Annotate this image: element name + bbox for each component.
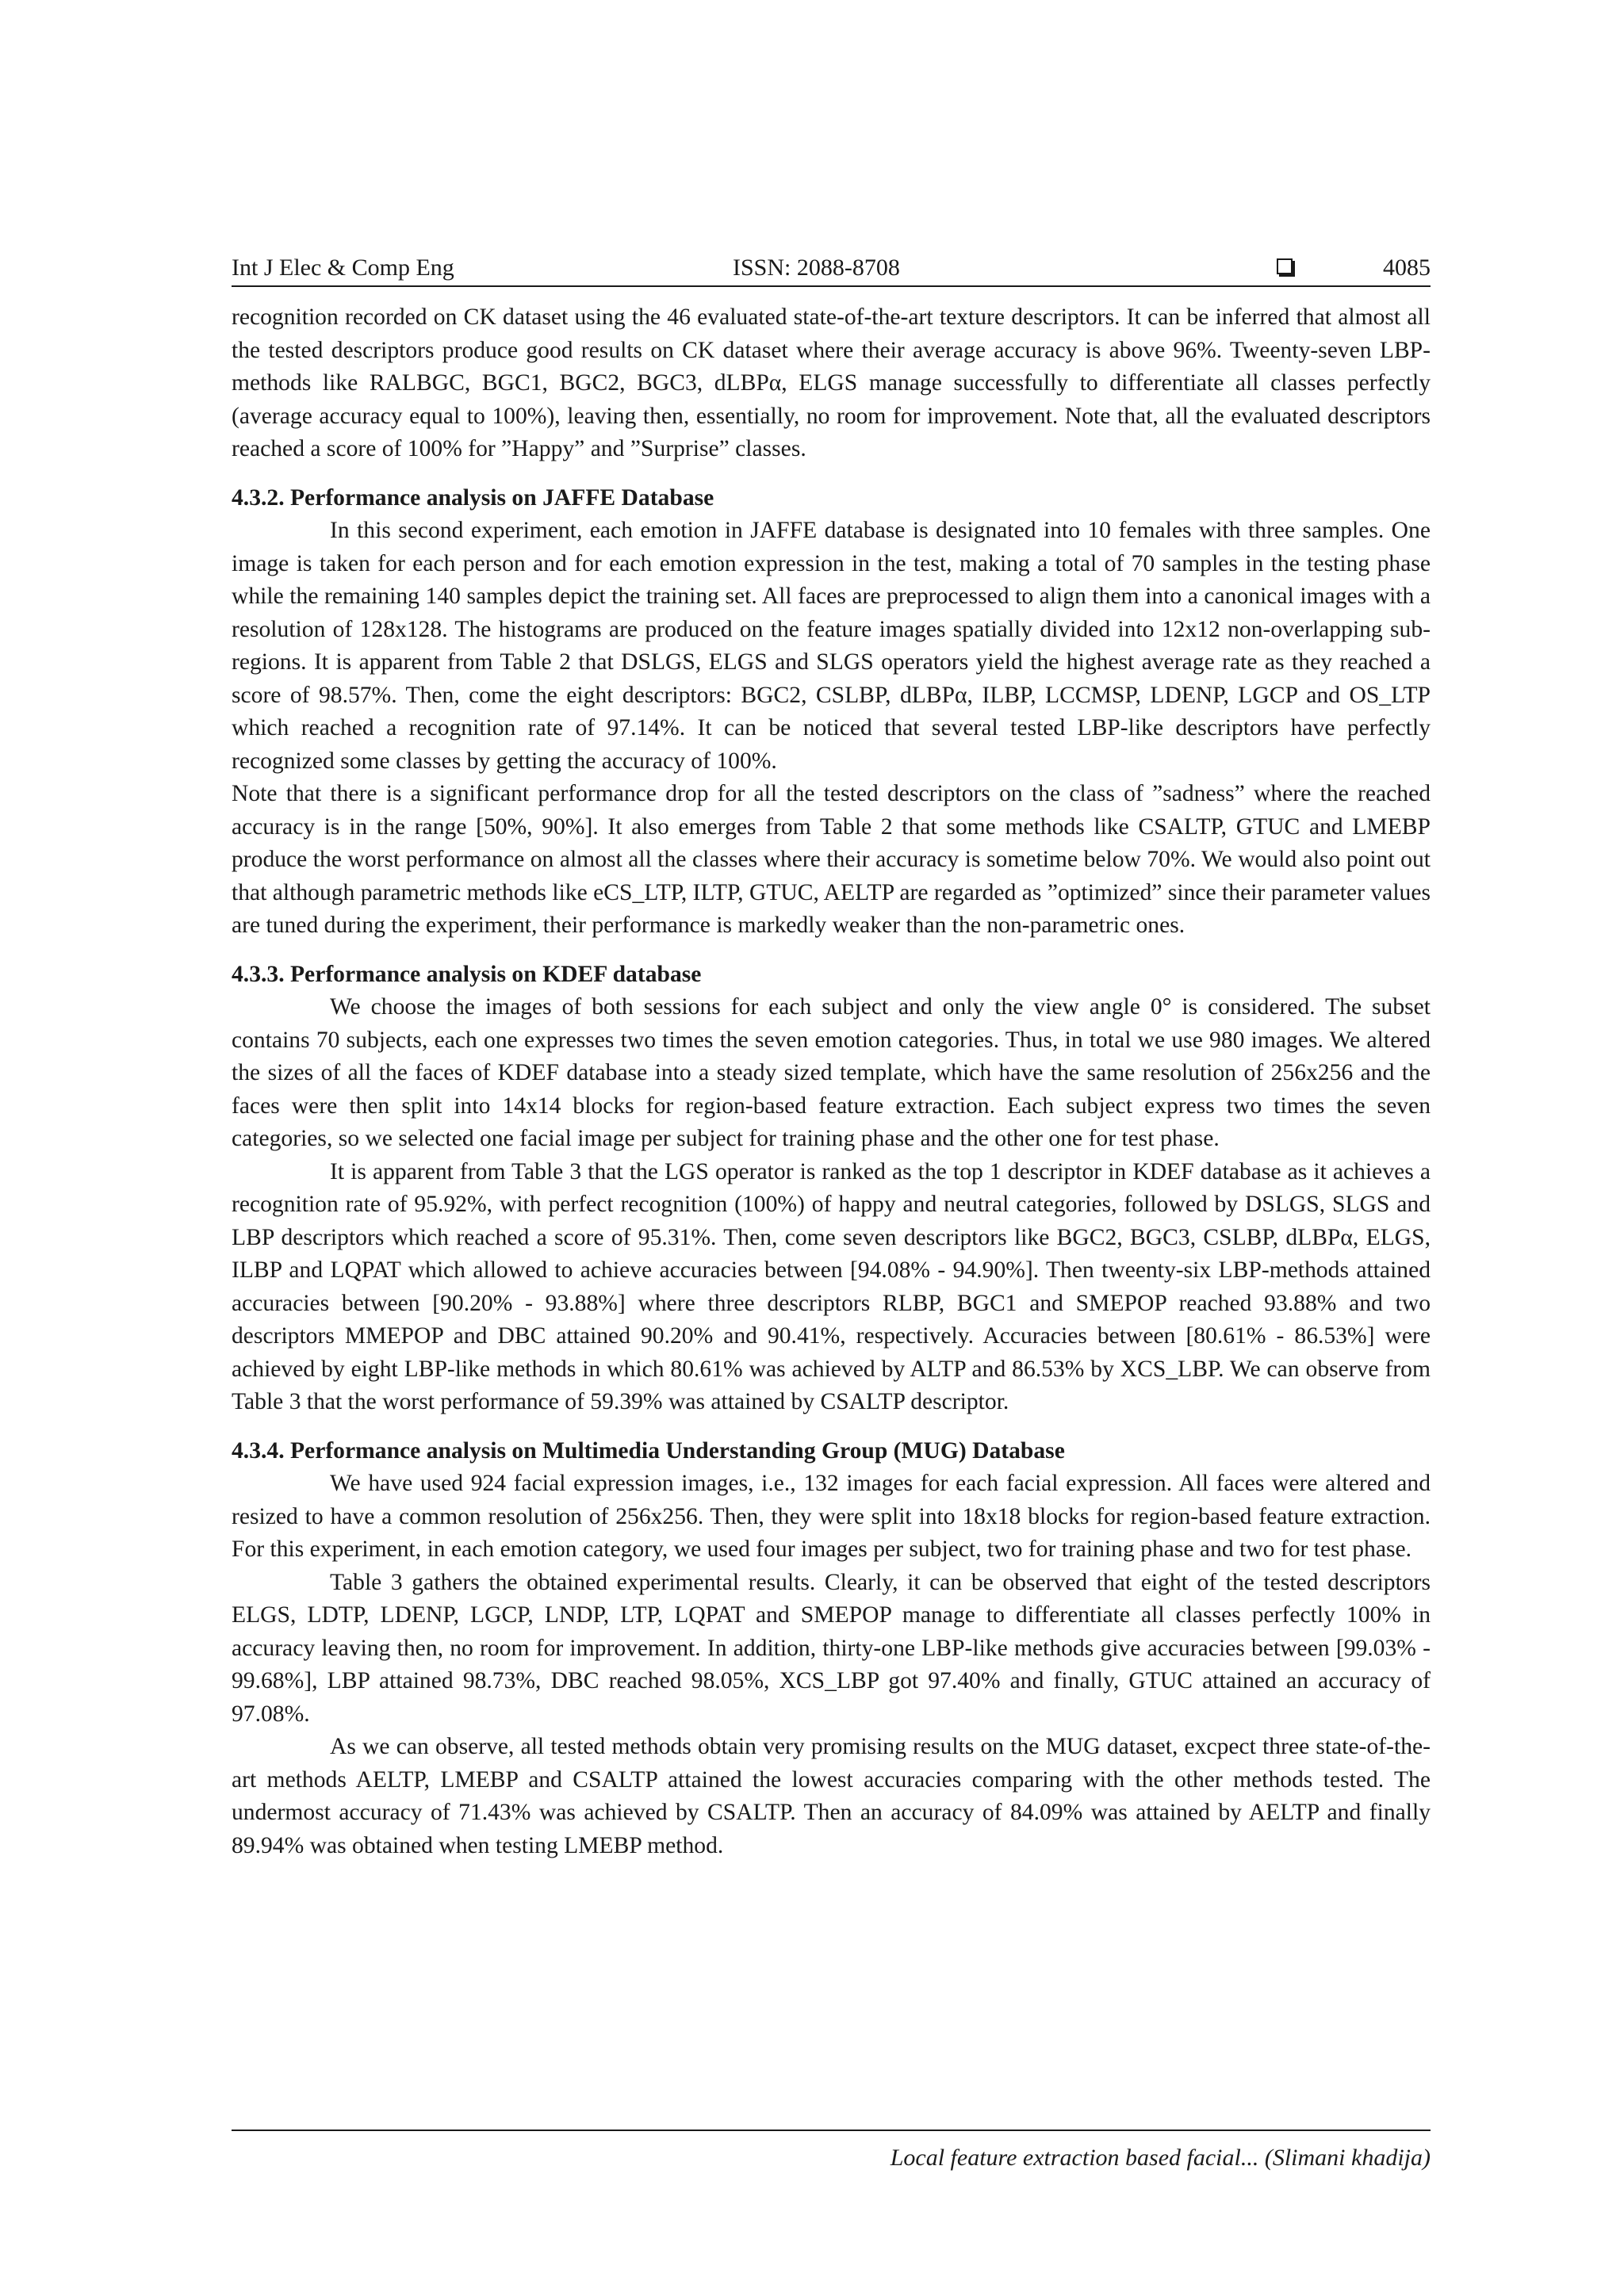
page-footer — [232, 2130, 1431, 2174]
jaffe-paragraph-1: In this second experiment, each emotion in JAFFE database is designated into 10 females with three samples. One image is taken for each person and for each emotion expression in the test, making a total of 70 samples in the testing phase while the remaining 140 samples depict the training set. All faces are preprocessed to align them into a canonical images with a resolution of 128x128. The histograms are produced on the feature images spatially divided into 12x12 non-overlapping sub-regions. It is apparent from Table 2 that DSLGS, ELGS and SLGS operators yield the highest average rate as they reached a score of 98.57%. Then, come the eight descriptors: BGC2, CSLBP, dLBPα, ILBP, LCCMSP, LDENP, LGCP and OS_LTP which reached a recognition rate of 97.14%. It can be noticed that several tested LBP-like descriptors have perfectly recognized some classes by getting the accuracy of 100%. — [232, 518, 1431, 774]
section-heading-mug: 4.3.4. Performance analysis on Multimedia Understanding Group (MUG) Database — [232, 1437, 1065, 1464]
box-icon — [1277, 258, 1293, 274]
kdef-paragraph-1: We choose the images of both sessions for each subject and only the view angle 0° is considered. The subset contains 70 subjects, each one expresses two times the seven emotion categories. Thus, in total we use 980 images. We altered the sizes of all the faces of KDEF database into a steady sized template, which have the same resolution of 256x256 and the faces were then split into 14x14 blocks for region-based feature extraction. Each subject express two times the seven categories, so we selected one facial image per subject for training phase and the other one for test phase. — [232, 994, 1431, 1151]
section-heading-kdef: 4.3.3. Performance analysis on KDEF database — [232, 961, 702, 987]
mug-paragraph-3: As we can observe, all tested methods obtain very promising results on the MUG dataset, excpect three state-of-the-art methods AELTP, LMEBP and CSALTP attained the lowest accuracies comparing with the other methods tested. The undermost accuracy of 71.43% was achieved by CSALTP. Then an accuracy of 84.09% was attained by AELTP and finally 89.94% was obtained when testing LMEBP method. — [232, 1734, 1431, 1858]
page-number: 4085 — [1383, 254, 1431, 281]
mug-paragraph-2: Table 3 gathers the obtained experimental results. Clearly, it can be observed that eight of the tested descriptors ELGS, LDTP, LDENP, LGCP, LNDP, LTP, LQPAT and SMEPOP manage to differentiate all classes perfectly 100% in accuracy leaving then, no room for improvement. In addition, thirty-one LBP-like methods give accuracies between [99.03% - 99.68%], LBP attained 98.73%, DBC reached 98.05%, XCS_LBP got 97.40% and finally, GTUC attained an accuracy of 97.08%. — [232, 1569, 1431, 1727]
paper-page — [232, 251, 1431, 1862]
mug-paragraph-1: We have used 924 facial expression images, i.e., 132 images for each facial expression. All faces were altered and resized to have a common resolution of 256x256. Then, they were split into 18x18 blocks for region-based feature extraction. For this experiment, in each emotion category, we used four images per subject, two for training phase and two for test phase. — [232, 1471, 1431, 1562]
page-header — [232, 251, 1431, 287]
running-title: Local feature extraction based facial... (Slimani khadija) — [890, 2145, 1431, 2171]
kdef-paragraph-2: It is apparent from Table 3 that the LGS operator is ranked as the top 1 descriptor in KDEF database as it achieves a recognition rate of 95.92%, with perfect recognition (100%) of happy and neutral categories, followed by DSLGS, SLGS and LBP descriptors which reached a score of 95.31%. Then, come seven descriptors like BGC2, BGC3, CSLBP, dLBPα, ELGS, ILBP and LQPAT which allowed to achieve accuracies between [94.08% - 94.90%]. Then tweenty-six LBP-methods attained accuracies between [90.20% - 93.88%] where three descriptors RLBP, BGC1 and SMEPOP reached 93.88% and two descriptors MMEPOP and DBC attained 90.20% and 90.41%, respectively. Accuracies between [80.61% - 86.53%] were achieved by eight LBP-like methods in which 80.61% was achieved by ALTP and 86.53% by XCS_LBP. We can observe from Table 3 that the worst performance of 59.39% was attained by CSALTP descriptor. — [232, 1158, 1431, 1414]
jaffe-paragraph-2: Note that there is a significant performance drop for all the tested descriptors on the class of ”sadness” where the reached accuracy is in the range [50%, 90%]. It also emerges from Table 2 that some methods like CSALTP, GTUC and LMEBP produce the worst performance on almost all the classes where their accuracy is sometime below 70%. We would also point out that although parametric methods like eCS_LTP, ILTP, GTUC, AELTP are regarded as ”optimized” since their parameter values are tuned during the experiment, their performance is markedly weaker than the non-parametric ones. — [232, 781, 1431, 938]
journal-name: Int J Elec & Comp Eng — [232, 254, 454, 281]
intro-paragraph: recognition recorded on CK dataset using the 46 evaluated state-of-the-art texture descriptors. It can be inferred that almost all the tested descriptors produce good results on CK dataset where their average accuracy is above 96%. Tweenty-seven LBP-methods like RALBGC, BGC1, BGC2, BGC3, dLBPα, ELGS manage successfully to differentiate all classes perfectly (average accuracy equal to 100%), leaving then, essentially, no room for improvement. Note that, all the evaluated descriptors reached a score of 100% for ”Happy” and ”Surprise” classes. — [232, 304, 1431, 461]
section-heading-jaffe: 4.3.2. Performance analysis on JAFFE Database — [232, 484, 714, 511]
issn-label: ISSN: 2088-8708 — [733, 254, 900, 281]
body-text — [232, 301, 1431, 1862]
